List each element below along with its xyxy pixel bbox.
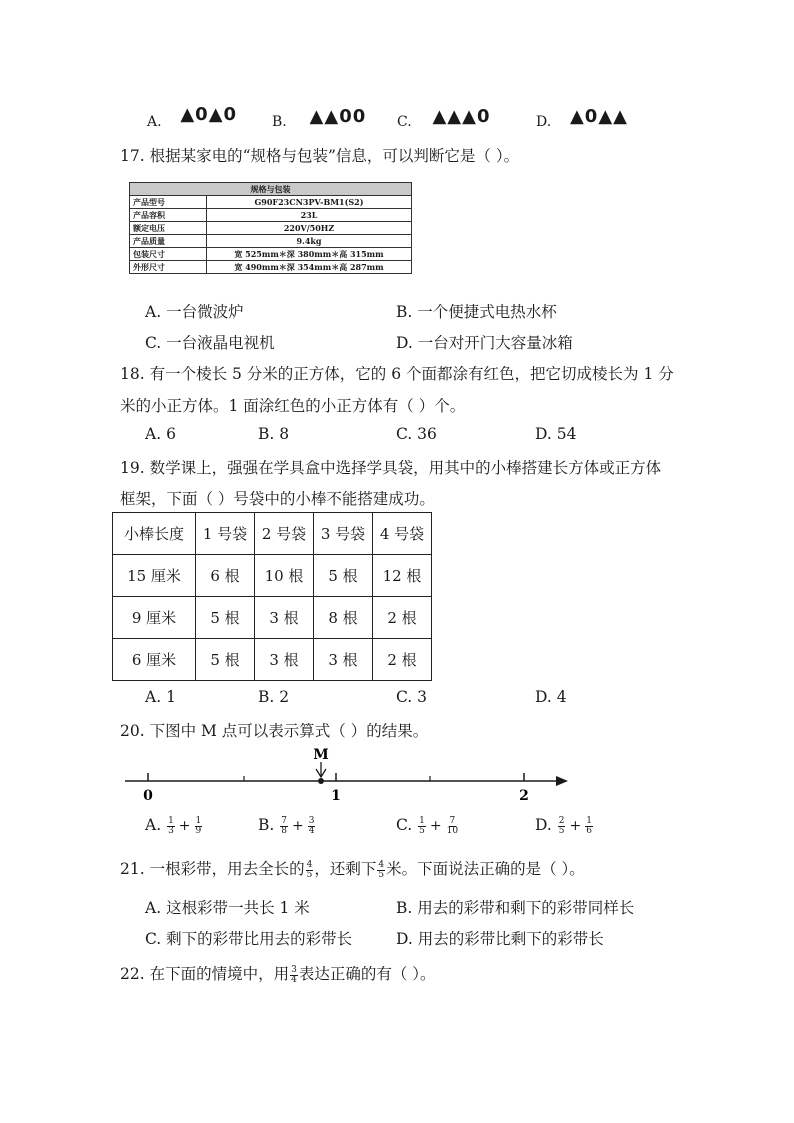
- denominator: 4: [291, 974, 297, 985]
- tick-label-2: 2: [519, 788, 529, 804]
- fraction: [308, 817, 316, 836]
- table-header-cell: 1 号袋: [196, 513, 255, 555]
- table-cell: 6 根: [196, 555, 255, 597]
- fraction: [306, 861, 314, 880]
- table-cell: 2 根: [373, 639, 432, 681]
- denominator: 5: [378, 869, 385, 880]
- option-text: 这根彩带一共长 1 米: [166, 899, 310, 917]
- q21-option-b[interactable]: [396, 896, 634, 918]
- table-cell: 12 根: [373, 555, 432, 597]
- plus-sign: +: [429, 818, 442, 834]
- option-label: C.: [396, 816, 413, 834]
- q21-part1: 21. 一根彩带，用去全长的: [120, 860, 305, 878]
- option-label: A.: [145, 303, 162, 321]
- q20-text: 20. 下图中 M 点可以表示算式（ ）的结果。: [120, 722, 429, 740]
- option-text: 剩下的彩带比用去的彩带长: [166, 930, 353, 948]
- numerator: 4: [378, 859, 385, 870]
- option-label: B.: [396, 303, 413, 321]
- option-text: 8: [279, 425, 290, 443]
- denominator: 4: [308, 825, 315, 836]
- option-text: 用去的彩带和剩下的彩带同样长: [417, 899, 635, 917]
- option-label: B.: [258, 688, 275, 706]
- option-label: B.: [258, 425, 275, 443]
- option-text: 一台对开门大容量冰箱: [417, 334, 573, 352]
- shape-sequence: ▲0▲▲: [569, 106, 629, 127]
- numerator: 3: [291, 964, 297, 975]
- table-cell: 15 厘米: [113, 555, 196, 597]
- plus-sign: +: [178, 818, 191, 834]
- denominator: 5: [419, 825, 425, 836]
- table-cell: 3 根: [255, 597, 314, 639]
- option-text: 1: [166, 688, 176, 706]
- option-label: B.: [258, 816, 275, 834]
- spec-value: 9.4kg: [207, 235, 412, 248]
- option-label: D.: [396, 930, 413, 948]
- table-cell: 9 厘米: [113, 597, 196, 639]
- fraction: [195, 817, 203, 836]
- tick-label-0: 0: [143, 788, 153, 804]
- numerator: 3: [308, 815, 315, 826]
- fraction: [558, 817, 566, 836]
- option-text: 3: [417, 688, 428, 706]
- spec-value: 23L: [207, 209, 412, 222]
- table-header-cell: 4 号袋: [373, 513, 432, 555]
- denominator: 5: [558, 825, 565, 836]
- numerator: 1: [586, 815, 592, 826]
- q22-text: [120, 962, 436, 985]
- q20-option-a[interactable]: [145, 816, 203, 836]
- option-label: B.: [272, 114, 287, 130]
- plus-sign: +: [292, 818, 304, 834]
- fraction: [167, 817, 175, 836]
- tick-label-1: 1: [331, 788, 341, 804]
- option-text: 一个便捷式电热水杯: [417, 303, 557, 321]
- option-label: A.: [145, 688, 162, 706]
- option-label: C.: [397, 114, 412, 130]
- table-cell: 8 根: [314, 597, 373, 639]
- table-header-cell: 3 号袋: [314, 513, 373, 555]
- option-text: 36: [417, 425, 437, 443]
- numerator: 1: [168, 815, 174, 826]
- spec-key: 外形尺寸: [130, 261, 207, 274]
- table-cell: 5 根: [196, 597, 255, 639]
- q17-text: 17. 根据某家电的“规格与包装”信息，可以判断它是（ ）。: [120, 147, 520, 165]
- q19-text-line2: 框架，下面（ ）号袋中的小棒不能搭建成功。: [120, 490, 435, 508]
- q21-part2: ，还剩下: [314, 860, 377, 878]
- denominator: 9: [195, 825, 202, 836]
- spec-key: 产品容积: [130, 209, 207, 222]
- numerator: 4: [306, 859, 313, 870]
- numerator: 7: [281, 815, 287, 826]
- q20-option-b[interactable]: [258, 816, 316, 836]
- option-label: A.: [147, 114, 162, 130]
- numerator: 1: [195, 815, 202, 826]
- q21-part3: 米。下面说法正确的是（ ）。: [386, 860, 585, 878]
- shape-sequence: ▲▲▲0: [432, 106, 491, 127]
- option-label: B.: [396, 899, 413, 917]
- spec-value: G90F23CN3PV-BM1(S2): [207, 196, 412, 209]
- spec-key: 产品型号: [130, 196, 207, 209]
- q20-option-c[interactable]: [396, 816, 460, 836]
- fraction: [418, 817, 426, 836]
- numerator: 2: [558, 815, 565, 826]
- table-cell: 3 根: [314, 639, 373, 681]
- q21-option-d[interactable]: [396, 927, 604, 949]
- q22-part2: 表达正确的有（ ）。: [298, 965, 436, 983]
- option-text: 2: [279, 688, 290, 706]
- denominator: 10: [446, 825, 459, 836]
- option-text: 54: [556, 425, 577, 443]
- fraction: [280, 817, 288, 836]
- option-label: C.: [396, 425, 413, 443]
- table-cell: 2 根: [373, 597, 432, 639]
- option-text: 4: [556, 688, 567, 706]
- plus-sign: +: [569, 818, 582, 834]
- q18-text-line1: 18. 有一个棱长 5 分米的正方体，它的 6 个面都涂有红色，把它切成棱长为 1 分: [120, 365, 674, 383]
- q22-part1: 22. 在下面的情境中，用: [120, 965, 290, 983]
- shape-sequence: ▲▲00: [309, 106, 367, 127]
- table-cell: 10 根: [255, 555, 314, 597]
- numerator: 1: [419, 815, 425, 826]
- shape-sequence: ▲0▲0: [180, 104, 238, 125]
- denominator: 8: [281, 825, 287, 836]
- table-cell: 6 厘米: [113, 639, 196, 681]
- option-text: 用去的彩带比剩下的彩带长: [417, 930, 604, 948]
- q19-text-line1: 19. 数学课上，强强在学具盒中选择学具袋，用其中的小棒搭建长方体或正方体: [120, 459, 662, 477]
- fraction: [377, 861, 385, 880]
- option-label: D.: [535, 688, 552, 706]
- spec-value: 220V/50HZ: [207, 222, 412, 235]
- option-label: D.: [535, 816, 552, 834]
- fraction: [446, 817, 459, 836]
- table-cell: 3 根: [255, 639, 314, 681]
- spec-key: 产品质量: [130, 235, 207, 248]
- point-m-label: M: [313, 747, 329, 763]
- option-label: C.: [145, 334, 162, 352]
- table-header-cell: 小棒长度: [113, 513, 196, 555]
- spec-value: 宽 490mm＊深 354mm＊高 287mm: [207, 261, 412, 274]
- spec-key: 额定电压: [130, 222, 207, 235]
- q20-option-d[interactable]: [535, 816, 594, 836]
- option-label: A.: [145, 816, 162, 834]
- option-label: D.: [535, 425, 552, 443]
- denominator: 6: [586, 825, 592, 836]
- fraction: [585, 817, 593, 836]
- q18-text-line2: 米的小正方体。1 面涂红色的小正方体有（ ）个。: [120, 397, 466, 415]
- spec-key: 包装尺寸: [130, 248, 207, 261]
- option-label: A.: [145, 899, 162, 917]
- option-label: C.: [145, 930, 162, 948]
- table-cell: 5 根: [196, 639, 255, 681]
- option-text: 6: [166, 425, 176, 443]
- option-label: A.: [145, 425, 162, 443]
- spec-table-title: 规格与包装: [130, 183, 412, 196]
- option-text: 一台液晶电视机: [166, 334, 275, 352]
- fraction: [290, 966, 298, 985]
- denominator: 3: [168, 825, 174, 836]
- table-cell: 5 根: [314, 555, 373, 597]
- q21-option-c[interactable]: [145, 927, 352, 949]
- option-label: D.: [536, 114, 552, 130]
- option-text: 一台微波炉: [166, 303, 244, 321]
- option-label: C.: [396, 688, 413, 706]
- option-label: D.: [396, 334, 413, 352]
- denominator: 5: [306, 869, 313, 880]
- numerator: 7: [449, 815, 456, 826]
- q21-option-a[interactable]: [145, 896, 310, 918]
- spec-value: 宽 525mm＊深 380mm＊高 315mm: [207, 248, 412, 261]
- q21-text: [120, 857, 585, 880]
- table-header-cell: 2 号袋: [255, 513, 314, 555]
